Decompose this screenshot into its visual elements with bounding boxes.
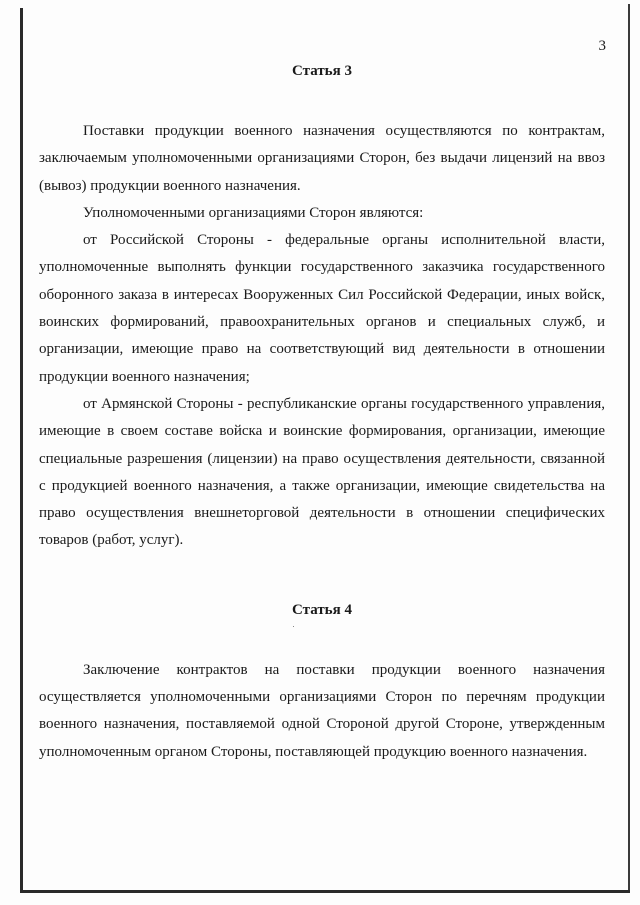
article-heading: Статья 3 [292,63,352,79]
scan-border-right [628,4,630,893]
scan-border-left [20,8,23,891]
article-heading: Статья 4 [292,601,352,618]
paragraph: от Российской Стороны - федеральные органы исполнительной власти, уполномоченные выполнять функции государственного заказчика государственного оборонного заказа в интересах Вооруженных Сил Российской Федерации, иных войск, воинских формирований, правоохранительных органов и специальных служб, и организации, имеющие право на соответствующий вид деятельности в отношении продукции военного назначения; [39,232,605,385]
page-number: 3 [598,38,606,54]
scan-speck [293,626,294,627]
scan-border-bottom [20,890,630,893]
document-body [39,61,605,766]
paragraph: Уполномоченными организациями Сторон являются: [83,204,424,221]
article-4 [39,600,605,766]
article-3 [39,61,605,555]
paragraph: Поставки продукции военного назначения осуществляются по контрактам, заключаемым уполномоченными организациями Сторон, без выдачи лицензий на ввоз (вывоз) продукции военного назначения. [39,123,605,194]
paragraph: от Армянской Стороны - республиканские органы государственного управления, имеющие в своем составе войска и воинские формирования, организации, имеющие специальные разрешения (лицензии) на право осуществления деятельности, связанной с продукцией военного назначения, а также организации, имеющие свидетельства на право осуществления внешнеторговой деятельности в отношении специфических товаров (работ, услуг). [39,395,605,549]
paragraph: Заключение контрактов на поставки продукции военного назначения осуществляется уполномоченными организациями Сторон по перечням продукции военного назначения, поставляемой одной Стороной другой Стороне, утвержденным уполномоченным органом Стороны, поставляющей продукцию военного назначения. [39,661,605,760]
